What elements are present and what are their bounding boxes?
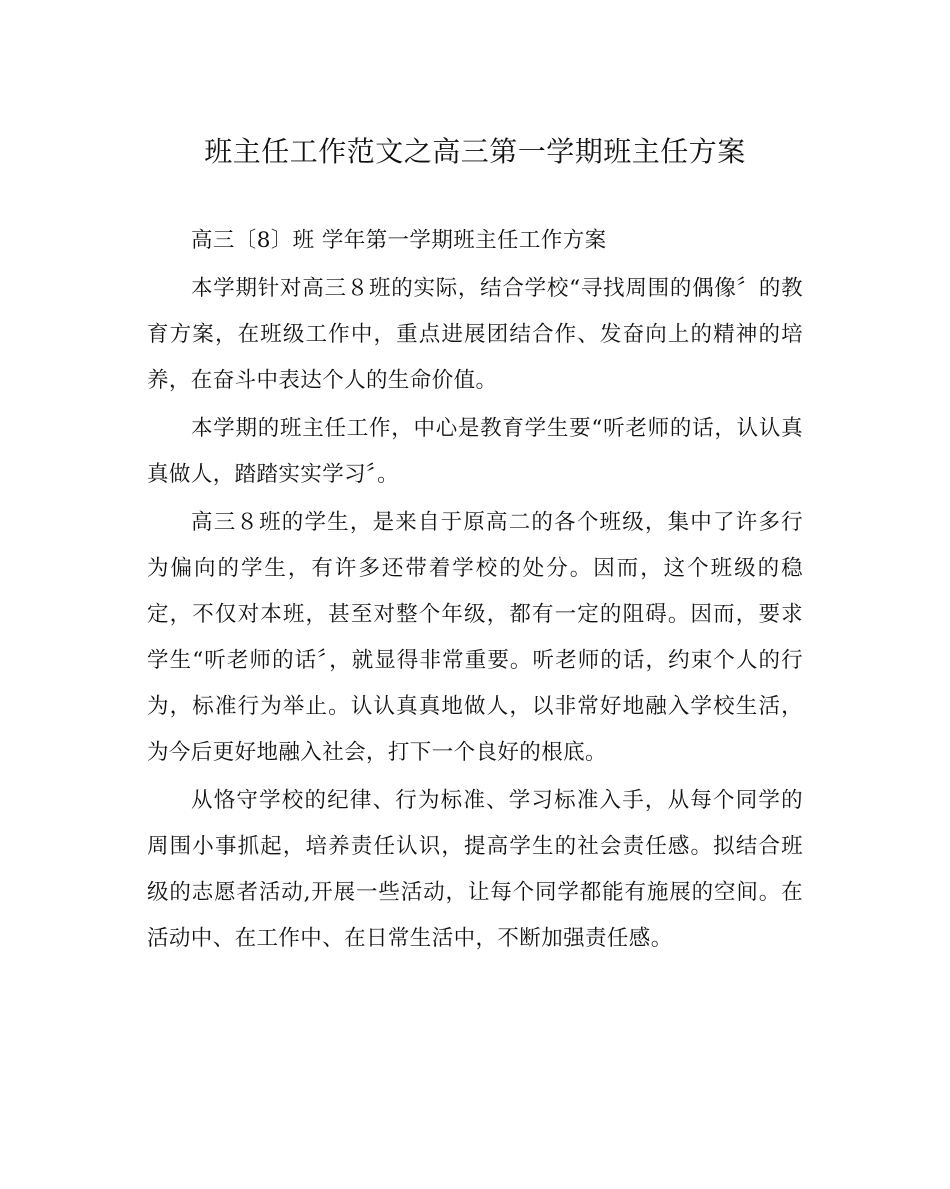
paragraph-work-focus: 本学期的班主任工作，中心是教育学生要“听老师的话，认认真真做人，踏踏实实学习〞。 <box>147 416 803 487</box>
paragraph-class-situation: 高三８班的学生，是来自于原高二的各个班级，集中了许多行为偏向的学生，有许多还带着学校的处分。因而，这个班级的稳定，不仅对本班，甚至对整个年级，都有一定的阻碍。因而，要求学生“听老师的话〞，就显得非常重要。听老师的话，约束个人的行为，标准行为举止。认认真真地做人，以非常好地融入学校生活，为今后更好地融入社会，打下一个良好的根底。 <box>147 510 803 765</box>
document-title: 班主任工作范文之高三第一学期班主任方案 <box>204 135 746 168</box>
document-body <box>147 218 803 964</box>
class-plan-heading: 高三〔8〕班 学年第一学期班主任工作方案 <box>191 228 607 253</box>
paragraph-responsibility: 从恪守学校的纪律、行为标准、学习标准入手，从每个同学的周围小事抓起，培养责任认识，提高学生的社会责任感。拟结合班级的志愿者活动,开展一些活动，让每个同学都能有施展的空间。在活动中、在工作中、在日常生活中，不断加强责任感。 <box>147 788 803 951</box>
paragraph-semester-goal: 本学期针对高三８班的实际，结合学校“寻找周围的偶像〞的教育方案，在班级工作中，重点进展团结合作、发奋向上的精神的培养，在奋斗中表达个人的生命价值。 <box>147 276 803 393</box>
